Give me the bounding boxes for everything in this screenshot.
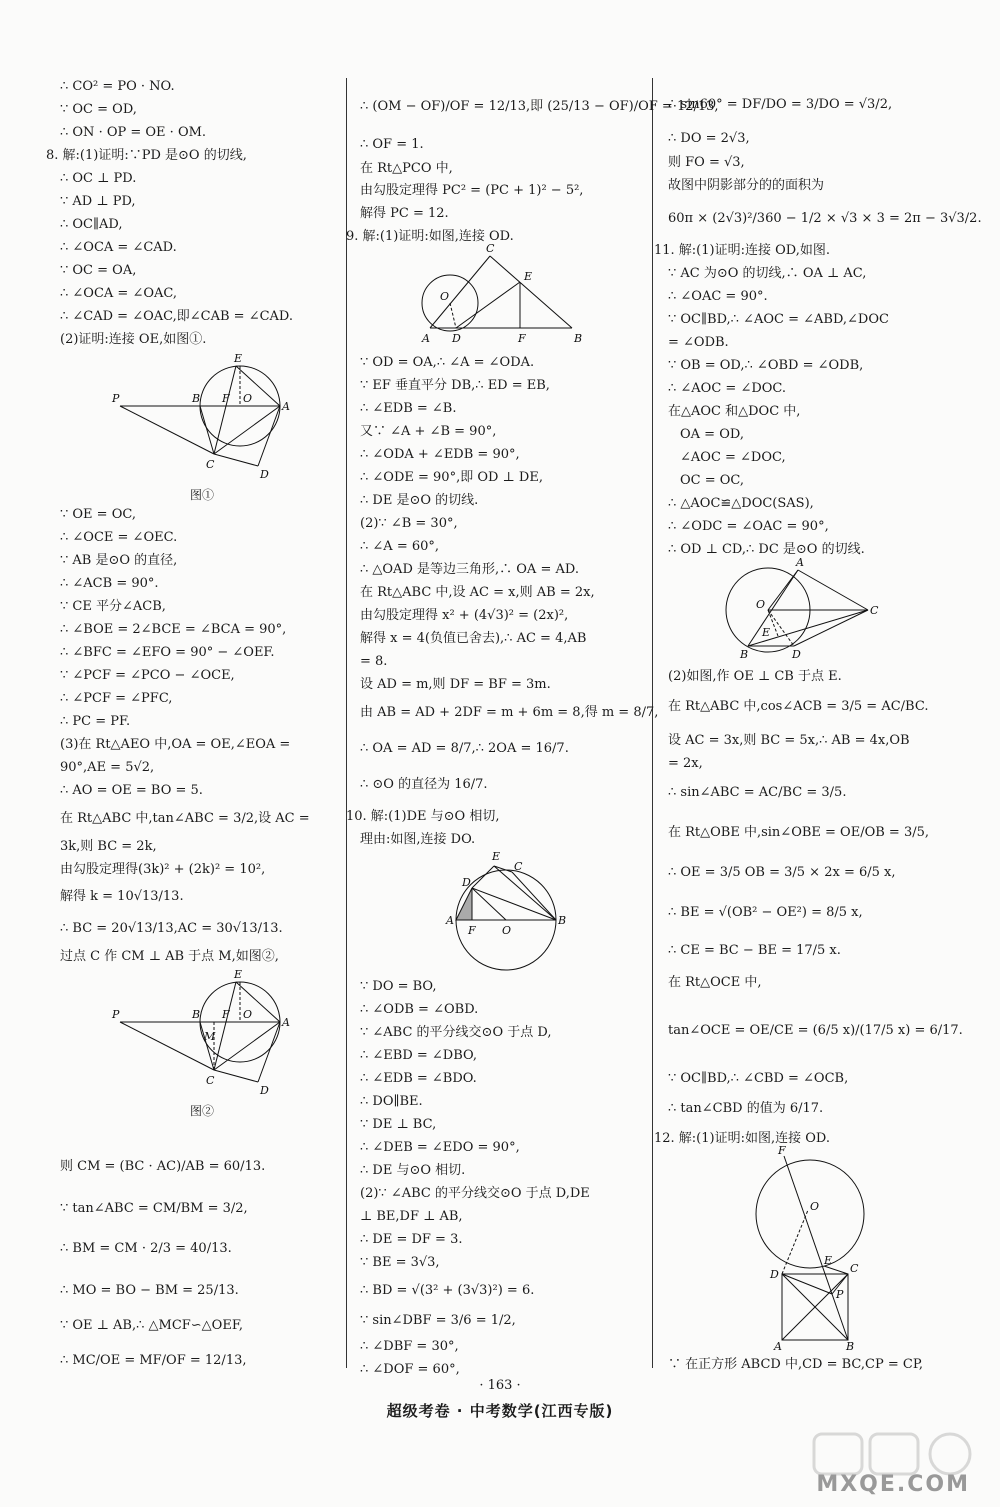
text-line: = 2x, [668,756,703,771]
text-line: ∴ ∠OCE = ∠OEC. [60,530,178,545]
figure-label: F [518,332,526,345]
text-line: ∴ DE = DF = 3. [360,1232,463,1247]
figure-label: C [514,860,523,873]
figure-caption: 图① [190,488,215,502]
figure-label: A [282,1016,290,1029]
text-line: ∴ DO = 2√3, [668,131,750,146]
problem-8-heading: 8. 解:(1)证明:∵PD 是⊙O 的切线, [46,148,247,163]
text-line: ∵ OE ⊥ AB,∴ △MCF∽△OEF, [60,1318,243,1333]
figure-label: C [206,1074,215,1087]
figure-label: F [778,1144,786,1157]
text-line: = ∠ODB. [668,335,729,350]
figure-label: O [810,1200,820,1213]
text-line: ∴ ∠OCA = ∠OAC, [60,286,177,301]
figure-label: P [112,392,120,405]
figure-label: A [446,914,454,927]
footer-title: 超级考卷 · 中考数学(江西专版) [386,1402,614,1420]
figure-label: D [452,332,461,345]
text-line: ∴ OE = 3/5 OB = 3/5 × 2x = 6/5 x, [668,865,896,880]
text-line: 解得 PC = 12. [360,206,449,221]
text-line: 故图中阴影部分的的面积为 [668,178,825,193]
text-line: ∴ AO = OE = BO = 5. [60,783,203,798]
figure-label: B [846,1340,855,1353]
text-line: ∴ DO∥BE. [360,1094,423,1109]
text-line: 90°,AE = 5√2, [60,760,155,775]
text-line: ∴ PC = PF. [60,714,131,729]
figure-label: B [740,648,749,661]
text-line: 过点 C 作 CM ⊥ AB 于点 M,如图②, [60,949,279,964]
text-line: ∴ tan∠CBD 的值为 6/17. [668,1101,824,1116]
figure-label: D [770,1268,779,1281]
text-line: 3k,则 BC = 2k, [60,839,157,854]
text-line: ∴ ∠CAD = ∠OAC,即∠CAB = ∠CAD. [60,309,294,324]
text-line: ∵ tan∠ABC = CM/BM = 3/2, [60,1201,248,1216]
text-line: ∵ DO = BO, [360,979,437,994]
text-line: ∵ OE = OC, [60,507,136,522]
text-line: 在 Rt△ABC 中,tan∠ABC = 3/2,设 AC = [60,811,310,826]
problem-9-heading: 9. 解:(1)证明:如图,连接 OD. [346,229,514,244]
text-line: ∵ ∠PCF = ∠PCO − ∠OCE, [60,668,235,683]
text-line: ∴ sin60° = DF/DO = 3/DO = √3/2, [668,97,893,112]
text-line: ∴ ∠ACB = 90°. [60,576,159,591]
text-line: ∵ sin∠DBF = 3/6 = 1/2, [360,1313,516,1328]
text-line: 又∵ ∠A + ∠B = 90°, [360,424,497,439]
figure-label: E [824,1254,833,1267]
text-line: ∴ ∠OCA = ∠CAD. [60,240,177,255]
text-line: ∵ OC = OD, [60,102,137,117]
problem-10-heading: 10. 解:(1)DE 与⊙O 相切, [346,809,500,824]
text-line: ∵ EF 垂直平分 DB,∴ ED = EB, [360,378,550,393]
text-line: ∴ ∠PCF = ∠PFC, [60,691,173,706]
figure-label: A [282,400,290,413]
text-line: (2)证明:连接 OE,如图①. [60,332,207,347]
figure-label: C [870,604,879,617]
text-line: ∴ ∠ODA + ∠EDB = 90°, [360,447,520,462]
text-line: 解得 x = 4(负值已舍去),∴ AC = 4,AB [360,631,587,646]
text-line: ∴ ∠EDB = ∠B. [360,401,457,416]
text-line: ∵ AD ⊥ PD, [60,194,136,209]
text-line: ∵ 在正方形 ABCD 中,CD = BC,CP = CP, [668,1357,924,1372]
figure-label: P [836,1288,844,1301]
figure-label: A [796,556,804,569]
text-line: 在 Rt△ABC 中,设 AC = x,则 AB = 2x, [360,585,595,600]
text-line: 则 CM = (BC · AC)/AB = 60/13. [60,1159,266,1174]
figure-label: B [574,332,583,345]
text-line: ∴ ON · OP = OE · OM. [60,125,207,140]
figure-label: O [243,392,253,405]
figure-label: B [558,914,567,927]
text-line: ∴ DE 与⊙O 相切. [360,1163,466,1178]
text-line: ∵ OC∥BD,∴ ∠AOC = ∠ABD,∠DOC [668,312,889,327]
text-line: ∵ BE = 3√3, [360,1255,440,1270]
figure-label: D [260,1084,269,1097]
text-line: 设 AC = 3x,则 BC = 5x,∴ AB = 4x,OB [668,733,910,748]
text-line: ⊥ BE,DF ⊥ AB, [360,1209,463,1224]
text-line: ∴ ∠EDB = ∠BDO. [360,1071,477,1086]
text-line: ∴ ∠ODB = ∠OBD. [360,1002,479,1017]
text-line: ∴ ∠BOE = 2∠BCE = ∠BCA = 90°, [60,622,287,637]
text-line: (2)∵ ∠B = 30°, [360,516,458,531]
figure-9 [420,242,590,348]
problem-11-heading: 11. 解:(1)证明:连接 OD,如图. [654,243,830,258]
text-line: ∴ CO² = PO · NO. [60,79,175,94]
text-line: ∴ OD ⊥ CD,∴ DC 是⊙O 的切线. [668,542,865,557]
text-line: ∴ ∠EBD = ∠DBO, [360,1048,478,1063]
text-line: 由勾股定理得(3k)² + (2k)² = 10², [60,862,266,877]
text-line: ∴ ∠ODE = 90°,即 OD ⊥ DE, [360,470,543,485]
page-number: · 163 · [479,1378,521,1393]
figure-label: A [422,332,430,345]
figure-12 [748,1144,888,1353]
text-line: 在 Rt△PCO 中, [360,161,453,176]
text-line: ∵ OB = OD,∴ ∠OBD = ∠ODB, [668,358,864,373]
figure-label: F [468,924,476,937]
text-line: ∴ MO = BO − BM = 25/13. [60,1283,239,1298]
figure-label: D [462,876,471,889]
figure-1 [110,354,290,484]
text-line: 在 Rt△ABC 中,cos∠ACB = 3/5 = AC/BC. [668,699,929,714]
figure-label: E [762,626,771,639]
text-line: ∴ CE = BC − BE = 17/5 x. [668,943,841,958]
figure-label: M [204,1030,216,1043]
text-line: (2)如图,作 OE ⊥ CB 于点 E. [668,669,842,684]
text-line: ∴ BC = 20√13/13,AC = 30√13/13. [60,921,283,936]
figure-label: C [486,242,495,255]
text-line: ∴ BD = √(3² + (3√3)²) = 6. [360,1283,535,1298]
text-line: ∴ OC∥AD, [60,217,123,232]
figure-label: E [234,352,243,365]
text-line: OC = OC, [680,473,745,488]
text-line: 由勾股定理得 x² + (4√3)² = (2x)², [360,608,569,623]
text-line: ∴ BM = CM · 2/3 = 40/13. [60,1241,232,1256]
column-divider [652,78,653,1368]
figure-label: E [524,270,533,283]
text-line: ∴ OF = 1. [360,137,424,152]
figure-label: O [440,290,450,303]
figure-10 [440,852,580,972]
text-line: OA = OD, [680,427,744,442]
text-line: (3)在 Rt△AEO 中,OA = OE,∠EOA = [60,737,291,752]
figure-caption: 图② [190,1104,215,1118]
text-line: ∴ ∠DOF = 60°, [360,1362,460,1377]
figure-label: F [222,1008,230,1021]
text-line: ∵ ∠ABC 的平分线交⊙O 于点 D, [360,1025,552,1040]
watermark-text: MXQE.COM [816,1472,970,1497]
figure-label: O [502,924,512,937]
text-line: ∴ ∠OAC = 90°. [668,289,768,304]
figure-label: C [850,1262,859,1275]
text-line: ∴ ∠ODC = ∠OAC = 90°, [668,519,829,534]
figure-label: F [222,392,230,405]
figure-label: E [234,968,243,981]
text-line: ∴ ∠DEB = ∠EDO = 90°, [360,1140,520,1155]
figure-label: O [756,598,766,611]
text-line: ∴ MC/OE = MF/OF = 12/13, [60,1353,247,1368]
text-line: 解得 k = 10√13/13. [60,889,184,904]
text-line: 在△AOC 和△DOC 中, [668,404,801,419]
text-line: ∵ OC∥BD,∴ ∠CBD = ∠OCB, [668,1071,849,1086]
text-line: 60π × (2√3)²/360 − 1/2 × √3 × 3 = 2π − 3√3/2. [668,211,982,226]
text-line: ∵ DE ⊥ BC, [360,1117,437,1132]
text-line: ∵ AB 是⊙O 的直径, [60,553,178,568]
text-line: ∴ BE = √(OB² − OE²) = 8/5 x, [668,905,863,920]
figure-label: B [192,1008,201,1021]
figure-11 [718,556,888,661]
text-line: ∴ ∠A = 60°, [360,539,440,554]
text-line: = 8. [360,654,388,669]
text-line: ∴ ∠DBF = 30°, [360,1339,459,1354]
text-line: 由 AB = AD + 2DF = m + 6m = 8,得 m = 8/7, [360,705,659,720]
text-line: tan∠OCE = OE/CE = (6/5 x)/(17/5 x) = 6/17. [668,1023,963,1038]
text-line: ∵ OD = OA,∴ ∠A = ∠ODA. [360,355,535,370]
figure-label: P [112,1008,120,1021]
figure-label: C [206,458,215,471]
text-line: ∵ AC 为⊙O 的切线,∴ OA ⊥ AC, [668,266,867,281]
figure-2 [110,970,290,1100]
text-line: 设 AD = m,则 DF = BF = 3m. [360,677,551,692]
text-line: ∴ OC ⊥ PD. [60,171,137,186]
text-line: 在 Rt△OCE 中, [668,975,762,990]
figure-label: B [192,392,201,405]
column-divider [346,78,347,1368]
text-line: (2)∵ ∠ABC 的平分线交⊙O 于点 D,DE [360,1186,590,1201]
text-line: 在 Rt△OBE 中,sin∠OBE = OE/OB = 3/5, [668,825,930,840]
text-line: ∴ △AOC≌△DOC(SAS), [668,496,814,511]
text-line: ∴ ∠AOC = ∠DOC. [668,381,787,396]
figure-label: D [260,468,269,481]
text-line: ∴ DE 是⊙O 的切线. [360,493,479,508]
figure-label: E [492,850,501,863]
figure-label: O [243,1008,253,1021]
text-line: ∴ ∠BFC = ∠EFO = 90° − ∠OEF. [60,645,275,660]
text-line: ∴ ⊙O 的直径为 16/7. [360,777,488,792]
figure-label: A [774,1340,782,1353]
text-line: ∴ △OAD 是等边三角形,∴ OA = AD. [360,562,579,577]
text-line: ∴ (OM − OF)/OF = 12/13,即 (25/13 − OF)/OF = 12/13, [360,99,719,114]
text-line: 由勾股定理得 PC² = (PC + 1)² − 5², [360,183,584,198]
text-line: 理由:如图,连接 DO. [360,832,476,847]
text-line: ∠AOC = ∠DOC, [680,450,786,465]
figure-label: D [792,648,801,661]
text-line: ∵ OC = OA, [60,263,137,278]
text-line: ∴ OA = AD = 8/7,∴ 2OA = 16/7. [360,741,569,756]
text-line: ∴ sin∠ABC = AC/BC = 3/5. [668,785,847,800]
text-line: 则 FO = √3, [668,155,745,170]
problem-12-heading: 12. 解:(1)证明:如图,连接 OD. [654,1131,830,1146]
text-line: ∵ CE 平分∠ACB, [60,599,166,614]
